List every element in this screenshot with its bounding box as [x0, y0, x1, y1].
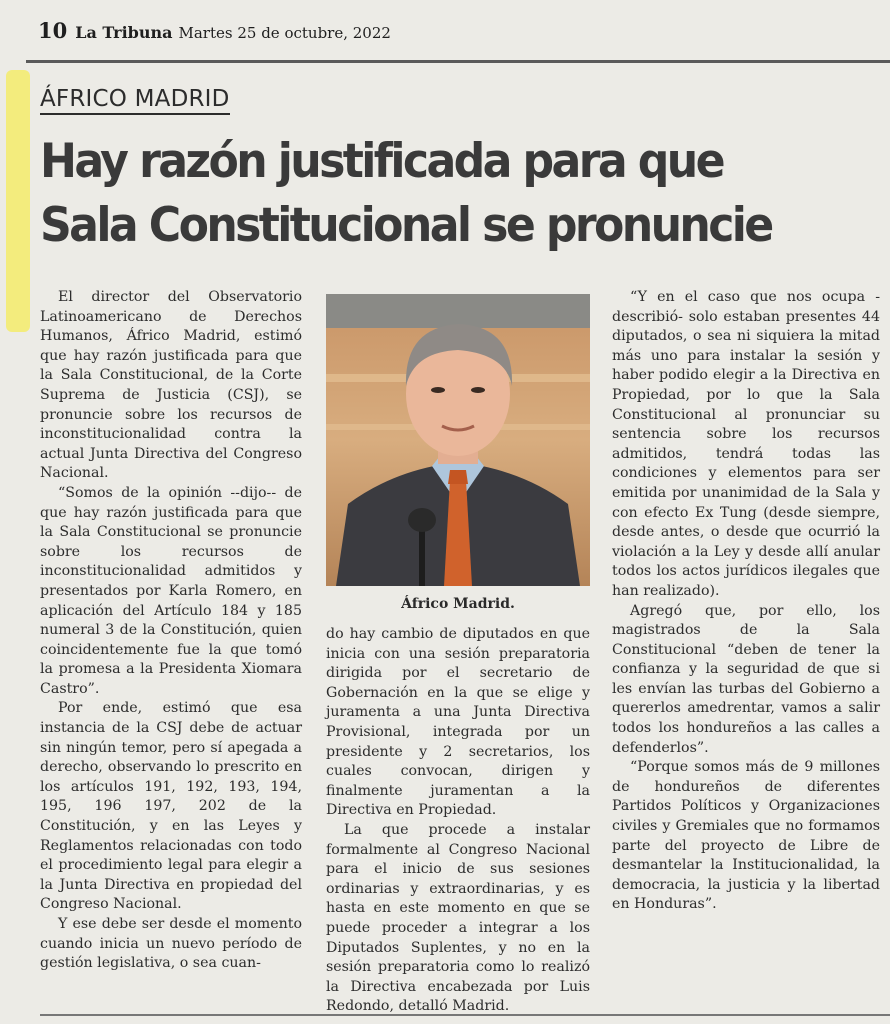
paragraph: “Porque somos más de 9 millones de hondureños de diferentes Partidos Políticos y Organizaciones civiles y Gremiales que no formamos parte del proyecto de Libre de desmantelar la Institucionalidad, la democracia, la justicia y la libertad en Honduras”. — [612, 759, 880, 913]
portrait-illustration — [326, 294, 590, 586]
article-column-1 — [40, 288, 302, 974]
article-column-3 — [612, 288, 880, 915]
paragraph: do hay cambio de diputados en que inicia con una sesión preparatoria dirigida por el secretario de Gobernación en la que se elige y juramenta a una Junta Directiva Provisional, integrada por un presidente y 2 secretarios, los cuales convocan, dirigen y finalmente juramentan a la Directiva en Propiedad. — [326, 626, 590, 819]
header-rule — [26, 60, 890, 63]
bottom-rule — [40, 1014, 890, 1016]
paragraph: Por ende, estimó que esa instancia de la CSJ debe de actuar sin ningún temor, pero sí apegada a derecho, observando lo prescrito en los artículos 191, 192, 193, 194, 195, 196 197, 202 de la Constitución, y en las Leyes y Reglamentos relacionadas con todo el procedimiento legal para elegir a la Junta Directiva en propiedad del Congreso Nacional. — [40, 700, 302, 913]
headline — [40, 130, 830, 258]
page-header — [38, 18, 878, 48]
headline-line-1: Hay razón justificada para que — [40, 134, 723, 189]
article-column-2 — [326, 625, 590, 1017]
portrait-photo — [326, 294, 590, 586]
paragraph: “Somos de la opinión --dijo-- de que hay razón justificada para que la Sala Constitucional se pronuncie sobre los recursos de inconstitucionalidad admitidos y presentados por Karla Romero, en aplicación del Artículo 184 y 185 numeral 3 de la Constitución, quien coincidentemente fue la que tomó la promesa a la Presidenta Xiomara Castro”. — [40, 484, 302, 697]
section-label: ÁFRICO MADRID — [40, 86, 230, 115]
paragraph: Agregó que, por ello, los magistrados de la Sala Constitucional “deben de tener la confianza y la seguridad de que si les envían las turbas del Gobierno a quererlos amedrentar, vamos a salir todos los hondureños a las calles a defenderlos”. — [612, 602, 880, 756]
headline-line-2: Sala Constitucional se pronuncie — [40, 198, 772, 253]
photo-caption: Áfrico Madrid. — [401, 596, 515, 612]
newspaper-name: La Tribuna — [75, 23, 173, 42]
issue-date: Martes 25 de octubre, 2022 — [178, 24, 391, 42]
page-number: 10 — [38, 18, 68, 43]
paragraph: Y ese debe ser desde el momento cuando inicia un nuevo período de gestión legislativa, o sea cuan- — [40, 916, 302, 972]
highlighter-mark — [6, 70, 30, 332]
paragraph: “Y en el caso que nos ocupa -describió- solo estaban presentes 44 diputados, o sea ni siquiera la mitad más uno para instalar la sesión y haber podido elegir a la Directiva en Propiedad, por lo que la Sala Constitucional al pronunciar su sentencia sobre los recursos admitidos, tendrá todas las condiciones y elementos para ser emitida por unanimidad de la Sala y con efecto Ex Tung (desde siempre, desde antes, o desde que ocurrió la violación a la Ley y desde allí anular todos los actos jurídicos ilegales que han realizado). — [612, 289, 880, 599]
paragraph: El director del Observatorio Latinoamericano de Derechos Humanos, Áfrico Madrid, estimó que hay razón justificada para que la Sala Constitucional, de la Corte Suprema de Justicia (CSJ), se pronuncie sobre los recursos de inconstitucionalidad contra la actual Junta Directiva del Congreso Nacional. — [40, 289, 302, 482]
paragraph: La que procede a instalar formalmente al Congreso Nacional para el inicio de sus sesiones ordinarias y extraordinarias, y es hasta en este momento en que se puede proceder a integrar a los Diputados Suplentes, y no en la sesión preparatoria como lo realizó la Directiva encabezada por Luis Redondo, detalló Madrid. — [326, 821, 590, 1015]
